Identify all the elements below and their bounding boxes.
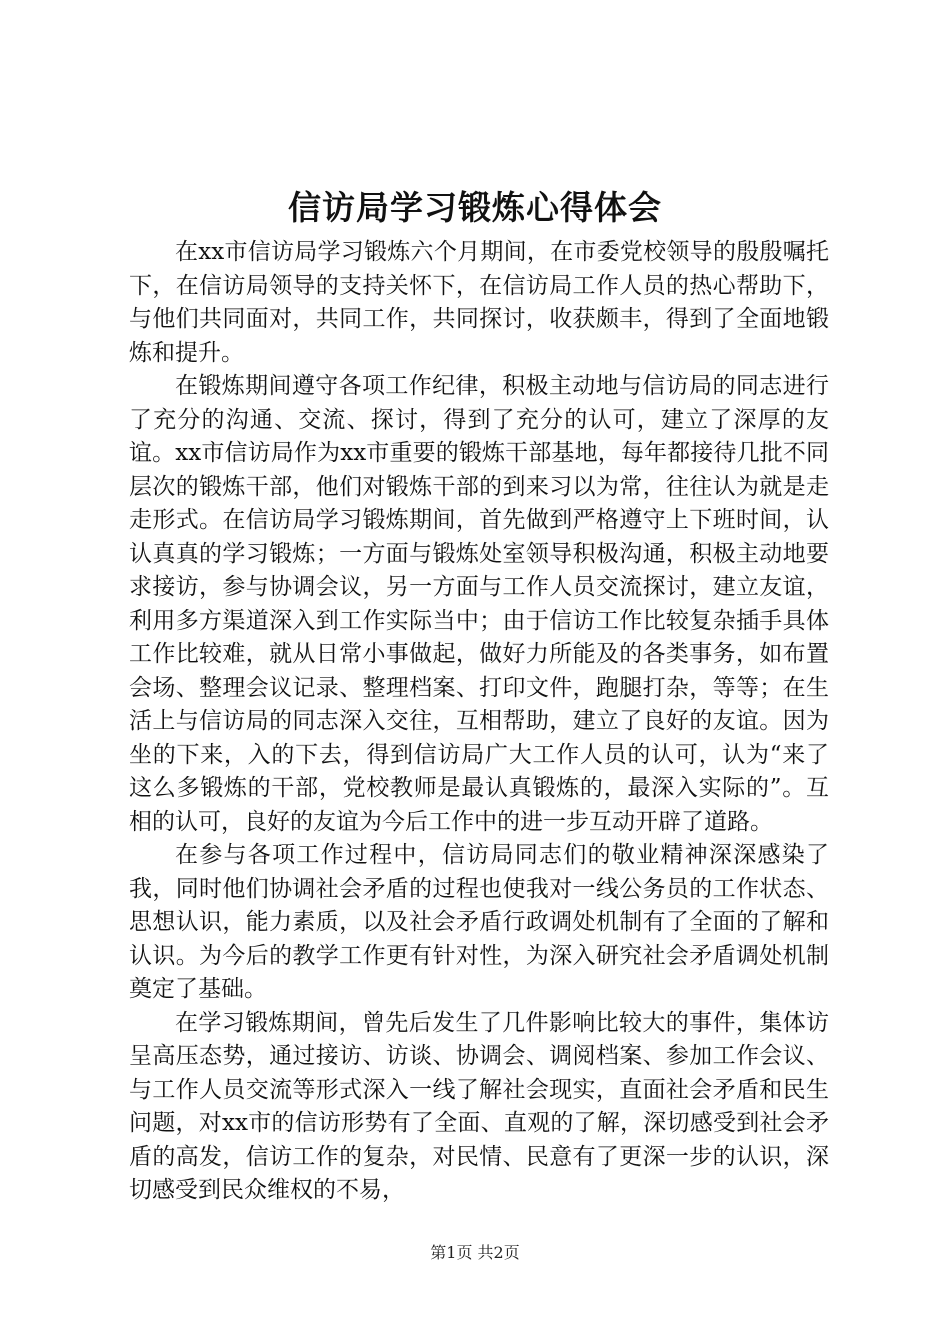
document-body: [129, 236, 829, 1208]
paragraph-2: 在锻炼期间遵守各项工作纪律，积极主动地与信访局的同志进行了充分的沟通、交流、探讨，得到了充分的认可，建立了深厚的友谊。xx市信访局作为xx市重要的锻炼干部基地，每年都接待几批不同层次的锻炼干部，他们对锻炼干部的到来习以为常，往往认为就是走走形式。在信访局学习锻炼期间，首先做到严格遵守上下班时间，认认真真的学习锻炼；一方面与锻炼处室领导积极沟通，积极主动地要求接访，参与协调会议，另一方面与工作人员交流探讨，建立友谊，利用多方渠道深入到工作实际当中；由于信访工作比较复杂插手具体工作比较难，就从日常小事做起，做好力所能及的各类事务，如布置会场、整理会议记录、整理档案、打印文件，跑腿打杂，等等；在生活上与信访局的同志深入交往，互相帮助，建立了良好的友谊。因为坐的下来，入的下去，得到信访局广大工作人员的认可，认为“来了这么多锻炼的干部，党校教师是最认真锻炼的，最深入实际的”。互相的认可，良好的友谊为今后工作中的进一步互动开辟了道路。: [129, 373, 829, 835]
page-number-footer: 第1页 共2页: [430, 1243, 520, 1262]
paragraph-1: 在xx市信访局学习锻炼六个月期间，在市委党校领导的殷殷嘱托下，在信访局领导的支持关怀下，在信访局工作人员的热心帮助下，与他们共同面对，共同工作，共同探讨，收获颇丰，得到了全面地锻炼和提升。: [129, 239, 829, 366]
document-title: 信访局学习锻炼心得体会: [288, 188, 662, 227]
paragraph-4: 在学习锻炼期间，曾先后发生了几件影响比较大的事件，集体访呈高压态势，通过接访、访谈、协调会、调阅档案、参加工作会议、与工作人员交流等形式深入一线了解社会现实，直面社会矛盾和民生问题，对xx市的信访形势有了全面、直观的了解，深切感受到社会矛盾的高发，信访工作的复杂，对民情、民意有了更深一步的认识，深切感受到民众维权的不易，: [129, 1009, 829, 1203]
paragraph-3: 在参与各项工作过程中，信访局同志们的敬业精神深深感染了我，同时他们协调社会矛盾的过程也使我对一线公务员的工作状态、思想认识，能力素质，以及社会矛盾行政调处机制有了全面的了解和认识。为今后的教学工作更有针对性，为深入研究社会矛盾调处机制奠定了基础。: [129, 842, 829, 1002]
